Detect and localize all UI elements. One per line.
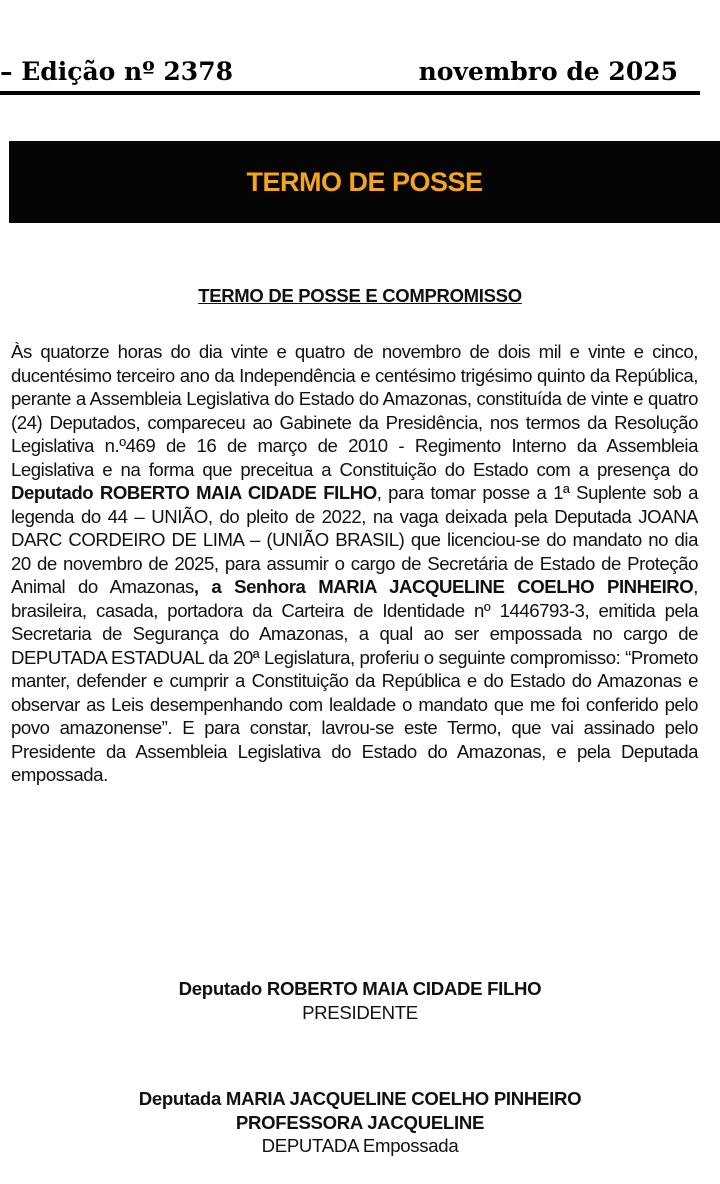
- body-text-part-1: Às quatorze horas do dia vinte e quatro de novembro de dois mil e vinte e cinco, ducentésimo terceiro ano da Independência e centésimo trigésimo quinto da República, perante a Assembleia Legislativa do Estado do Amazonas, constituída de vinte e quatro (24) Deputados, compareceu ao Gabinete da Presidência, nos termos da Resolução Legislativa n.º469 de 16 de março de 2010 - Regimento Interno da Assembleia Legislativa e na forma que preceitua a Constituição do Estado com a presença do: [11, 341, 698, 480]
- section-title: TERMO DE POSSE: [246, 166, 483, 197]
- page-header: [0, 55, 700, 95]
- edition-number: – Edição nº 2378: [0, 57, 233, 86]
- edition-date: novembro de 2025: [418, 57, 678, 86]
- deputy-role: DEPUTADA Empossada: [261, 1135, 459, 1156]
- president-signature-block: [0, 977, 720, 1024]
- president-name: Deputado ROBERTO MAIA CIDADE FILHO: [178, 978, 542, 999]
- section-banner: [9, 141, 720, 223]
- body-text-part-3: , brasileira, casada, portadora da Carteira de Identidade nº 1446793-3, emitida pela Secretaria de Segurança do Amazonas, a qual ao ser empossada no cargo de DEPUTADA ESTADUAL da 20ª Legislatura, proferiu o seguinte compromisso: “Prometo manter, defender e cumprir a Constituição da República e do Estado do Amazonas e observar as Leis desempenhando com lealdade o mandato que me foi conferido pelo povo amazonense”. E para constar, lavrou-se este Termo, que vai assinado pelo Presidente da Assembleia Legislativa do Estado do Amazonas, e pela Deputada empossada.: [11, 576, 698, 785]
- document-title: TERMO DE POSSE E COMPROMISSO: [198, 285, 522, 306]
- body-text-bold-deputy: , a Senhora MARIA JACQUELINE COELHO PINHEIRO: [193, 576, 694, 597]
- document-body: [11, 340, 698, 787]
- deputy-alias: PROFESSORA JACQUELINE: [235, 1111, 485, 1133]
- body-text-bold-president: Deputado ROBERTO MAIA CIDADE FILHO: [11, 482, 377, 503]
- body-text-part-2: , para tomar posse a 1ª Suplente sob a legenda do 44 – UNIÃO, do pleito de 2022, na vaga deixada pela Deputada JOANA DARC CORDEIRO DE LIMA – (UNIÃO BRASIL) que licenciou-se do mandato no dia 20 de novembro de 2025, para assumir o cargo de Secretária de Estado de Proteção Animal do Amazonas: [11, 482, 698, 597]
- deputy-name: Deputada MARIA JACQUELINE COELHO PINHEIRO: [138, 1088, 582, 1109]
- deputy-signature-block: [0, 1087, 720, 1158]
- president-role: PRESIDENTE: [302, 1001, 418, 1023]
